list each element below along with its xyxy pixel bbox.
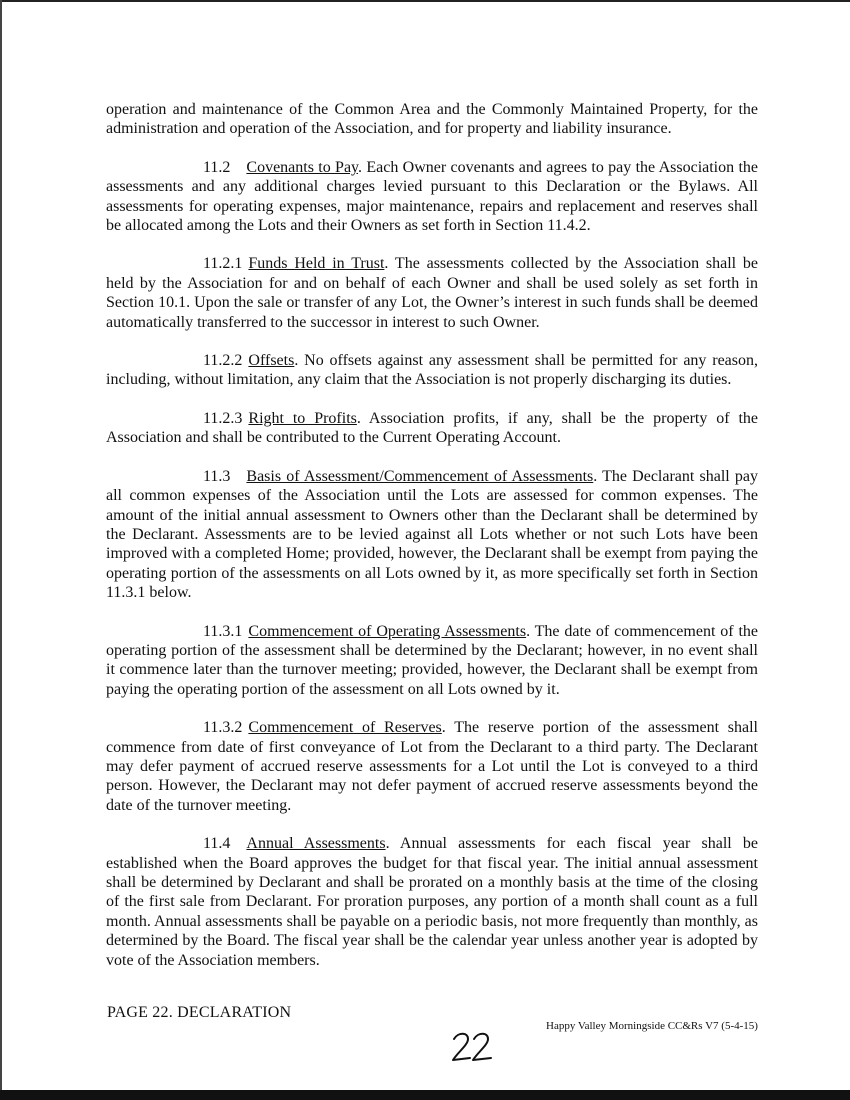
- paragraph-text: . Each Owner covenants and agrees to pay the Association the assessments and any additional charges levied pursuant to this Declaration or the Bylaws. All assessments for operating expenses, major maintenance, repairs and replacement and reserves shall be allocated among the Lots and their Owners as set forth in Section 11.4.2.: [106, 158, 759, 235]
- paragraph-text: . The reserve portion of the assessment shall commence from date of first conveyance of Lot from the Declarant to a third party. The Declarant may defer payment of accrued reserve assessments for a Lot until the Lot is conveyed to a third person. However, the Declarant may not defer payment of accrued reserve assessments beyond the date of the turnover meeting.: [106, 719, 759, 814]
- section-number: 11.2.2: [203, 352, 243, 370]
- paragraph-11-2-1: [106, 254, 758, 332]
- section-heading: Funds Held in Trust: [248, 255, 385, 273]
- footer-document-reference: Happy Valley Morningside CC&Rs V7 (5-4-15): [546, 1020, 758, 1032]
- section-heading: Commencement of Operating Assessments: [248, 622, 527, 640]
- paragraph-11-4: [106, 834, 758, 970]
- paragraph-text: . The assessments collected by the Association shall be held by the Association for and on behalf of each Owner and shall be used solely as set forth in Section 10.1. Upon the sale or transfer of any Lot, the Owner’s interest in such funds shall be deemed automatically transferred to the successor in interest to such Owner.: [106, 255, 759, 331]
- handwritten-page-number: [450, 1030, 494, 1064]
- paragraph-intro: [106, 100, 758, 139]
- section-number: 11.2.1: [203, 255, 243, 273]
- section-heading: Commencement of Reserves: [248, 719, 442, 737]
- section-number: 11.3: [203, 467, 231, 485]
- paragraph-text: . The date of commencement of the operating portion of the assessment shall be determined by the Declarant; however, in no event shall it commence later than the turnover meeting; provided, however, the Declarant shall be exempt from paying the operating portion of the assessment on all Lots owned by it.: [106, 622, 759, 698]
- scan-edge-bottom: [0, 1090, 850, 1100]
- paragraph-11-3-1: [106, 622, 758, 700]
- section-number: 11.2.3: [203, 409, 243, 427]
- paragraph-11-3: [106, 467, 758, 603]
- section-heading: Covenants to Pay: [246, 158, 359, 176]
- section-heading: Offsets: [248, 352, 295, 370]
- document-body: [106, 100, 758, 989]
- section-heading: Basis of Assessment/Commencement of Assessments: [246, 467, 594, 485]
- paragraph-11-2-3: [106, 409, 758, 448]
- paragraph-text: operation and maintenance of the Common Area and the Commonly Maintained Property, for the administration and operation of the Association, and for property and liability insurance.: [106, 101, 758, 138]
- scan-edge-left: [0, 0, 2, 1100]
- section-heading: Annual Assessments: [246, 835, 386, 853]
- paragraph-text: . Association profits, if any, shall be the property of the Association and shall be contributed to the Current Operating Account.: [106, 409, 758, 447]
- footer-page-label: PAGE 22. DECLARATION: [107, 1004, 292, 1021]
- paragraph-text: . The Declarant shall pay all common expenses of the Association until the Lots are assessed for common expenses. The amount of the initial annual assessment to Owners other than the Declarant shall be determined by the Declarant. Assessments are to be levied against all Lots whether or not such Lots have been improved with a completed Home; provided, however, the Declarant shall be exempt from paying the operating portion of the assessments on all Lots owned by it, as more specifically set forth in Section 11.3.1 below.: [106, 467, 758, 602]
- paragraph-11-3-2: [106, 718, 758, 815]
- section-number: 11.3.2: [203, 719, 243, 737]
- section-heading: Right to Profits: [248, 409, 357, 427]
- section-number: 11.3.1: [203, 622, 243, 640]
- paragraph-text: . No offsets against any assessment shall be permitted for any reason, including, without limitation, any claim that the Association is not properly discharging its duties.: [106, 352, 758, 389]
- section-number: 11.2: [203, 158, 231, 176]
- paragraph-11-2-2: [106, 351, 758, 390]
- paragraph-11-2: [106, 158, 758, 236]
- paragraph-text: . Annual assessments for each fiscal year shall be established when the Board approves the budget for that fiscal year. The initial annual assessment shall be determined by Declarant and shall be prorated on a monthly basis at the time of the closing of the first sale from Declarant. For proration purposes, any portion of a month shall count as a full month. Annual assessments shall be payable on a periodic basis, not more frequently than monthly, as determined by the Board. The fiscal year shall be the calendar year unless another year is adopted by vote of the Association members.: [106, 835, 759, 969]
- scan-edge-top: [0, 0, 850, 2]
- section-number: 11.4: [203, 835, 231, 853]
